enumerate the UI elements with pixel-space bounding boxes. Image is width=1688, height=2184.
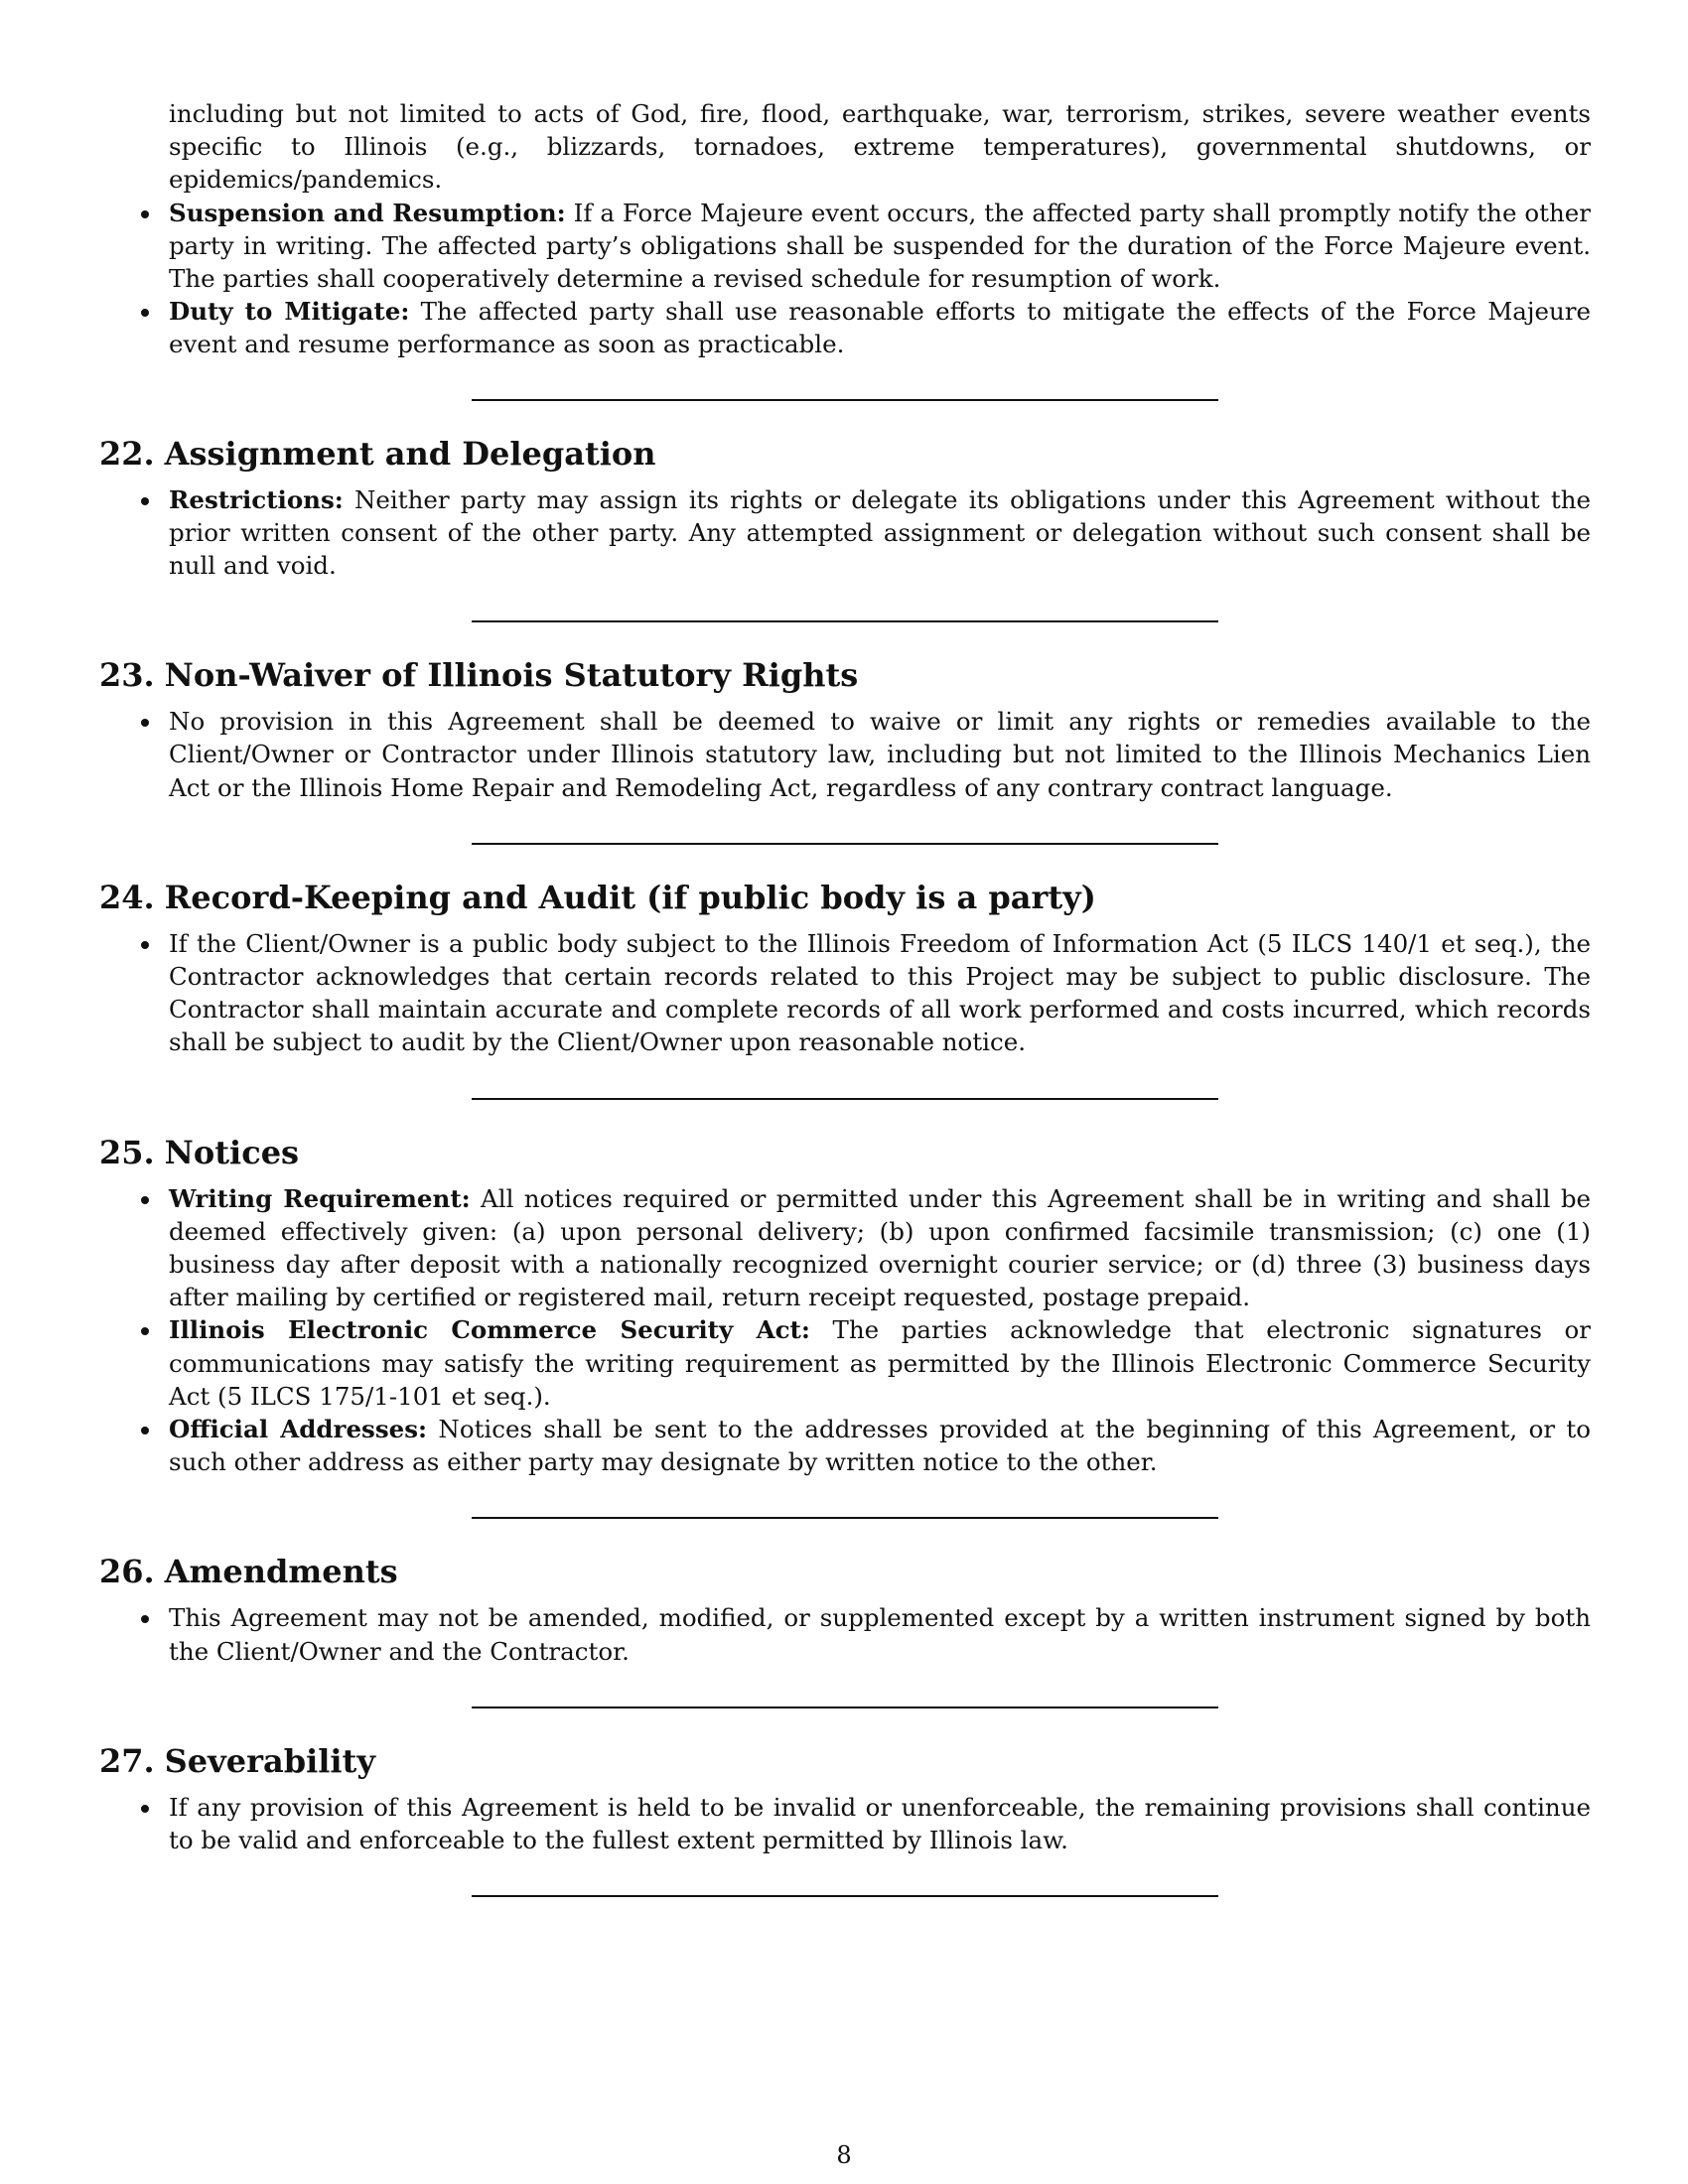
section-heading bbox=[99, 878, 1591, 917]
item-text: Neither party may assign its rights or delegate its obligations under this Agreement without the prior written consent of the other party. Any attempted assignment or delegation without such consent shall be null and void. bbox=[169, 484, 1591, 581]
section-number: 23. bbox=[99, 656, 155, 695]
list-item bbox=[169, 927, 1591, 1059]
item-lead: Duty to Mitigate: bbox=[169, 297, 410, 327]
item-text: The parties acknowledge that electronic signatures or communications may satisfy the writing requirement as permitted by the Illinois Electronic Commerce Security Act (5 ILCS 175/1-101 et seq.). bbox=[169, 1315, 1591, 1411]
page-number: 8 bbox=[836, 2141, 852, 2169]
list-item bbox=[169, 295, 1591, 360]
section-list bbox=[99, 483, 1591, 583]
item-text: All notices required or permitted under this Agreement shall be in writing and shall be deemed effectively given: (a) upon personal delivery; (b) upon confirmed facsimile transmission; (c) one (1) business day after deposit with a nationally recognized overnight courier service; or (d) three (3) business days after mailing by certified or registered mail, return receipt requested, postage prepaid. bbox=[169, 1183, 1591, 1312]
section-number: 25. bbox=[99, 1133, 155, 1171]
section-heading bbox=[99, 655, 1591, 695]
section-title: Notices bbox=[164, 1133, 300, 1171]
section-heading bbox=[99, 1741, 1591, 1781]
item-text: The affected party shall use reasonable efforts to mitigate the effects of the Force Majeure event and resume performance as soon as practicable. bbox=[169, 297, 1592, 359]
section-list bbox=[99, 1182, 1591, 1479]
section-number: 26. bbox=[99, 1553, 155, 1591]
list-item bbox=[169, 483, 1591, 583]
force-majeure-continuation: including but not limited to acts of God, fire, flood, earthquake, war, terrorism, strikes, severe weather events specific to Illinois (e.g., blizzards, tornadoes, extreme temperatures), governmental shutdowns, or epidemics/pandemics. bbox=[169, 99, 1591, 195]
item-text: Notices shall be sent to the addresses provided at the beginning of this Agreement, or to such other address as either party may designate by written notice to the other. bbox=[169, 1415, 1591, 1477]
section-list bbox=[99, 1791, 1591, 1856]
list-item bbox=[169, 1791, 1591, 1856]
item-text: If the Client/Owner is a public body subject to the Illinois Freedom of Information Act (5 ILCS 140/1 et seq.), the Contractor acknowledges that certain records related to this Project may be subject to public disclosure. The Contractor shall maintain accurate and complete records of all work performed and costs incurred, which records shall be subject to audit by the Client/Owner upon reasonable notice. bbox=[169, 928, 1591, 1057]
section-divider bbox=[472, 1895, 1218, 1897]
item-lead: Illinois Electronic Commerce Security Act: bbox=[169, 1315, 810, 1345]
item-lead: Official Addresses: bbox=[169, 1415, 428, 1444]
section-number: 24. bbox=[99, 878, 155, 916]
section-number: 22. bbox=[99, 434, 155, 473]
section-title: Non-Waiver of Illinois Statutory Rights bbox=[164, 656, 859, 695]
item-text: If any provision of this Agreement is held to be invalid or unenforceable, the remaining provisions shall continue to be valid and enforceable to the fullest extent permitted by Illinois law. bbox=[169, 1792, 1591, 1855]
item-text: No provision in this Agreement shall be deemed to waive or limit any rights or remedies available to the Client/Owner or Contractor under Illinois statutory law, including but not limited to the Illinois Mechanics Lien Act or the Illinois Home Repair and Remodeling Act, regardless of any contrary contract language. bbox=[169, 707, 1591, 802]
section-heading bbox=[99, 1552, 1591, 1591]
force-majeure-list bbox=[99, 197, 1591, 361]
section-title: Record-Keeping and Audit (if public body is a party) bbox=[164, 878, 1096, 916]
section-list bbox=[99, 1601, 1591, 1667]
list-item bbox=[169, 1182, 1591, 1314]
list-item bbox=[169, 705, 1591, 804]
list-item bbox=[169, 197, 1591, 296]
section-title: Amendments bbox=[164, 1553, 398, 1591]
section-heading bbox=[99, 1133, 1591, 1172]
list-item bbox=[169, 1601, 1591, 1667]
list-item bbox=[169, 1313, 1591, 1413]
section-title: Severability bbox=[164, 1741, 375, 1780]
section-list bbox=[99, 705, 1591, 804]
item-lead: Suspension and Resumption: bbox=[169, 198, 566, 227]
item-lead: Writing Requirement: bbox=[169, 1183, 471, 1213]
section-list bbox=[99, 927, 1591, 1059]
section-number: 27. bbox=[99, 1741, 155, 1780]
page-content bbox=[99, 97, 1591, 1897]
item-text: If a Force Majeure event occurs, the affected party shall promptly notify the other party in writing. The affected party’s obligations shall be suspended for the duration of the Force Majeure event. The parties shall cooperatively determine a revised schedule for resumption of work. bbox=[169, 198, 1591, 294]
item-text: This Agreement may not be amended, modified, or supplemented except by a written instrument signed by both the Client/Owner and the Contractor. bbox=[169, 1603, 1591, 1666]
section-title: Assignment and Delegation bbox=[164, 434, 656, 473]
item-lead: Restrictions: bbox=[169, 484, 344, 514]
list-item bbox=[169, 1413, 1591, 1478]
section-heading bbox=[99, 434, 1591, 474]
